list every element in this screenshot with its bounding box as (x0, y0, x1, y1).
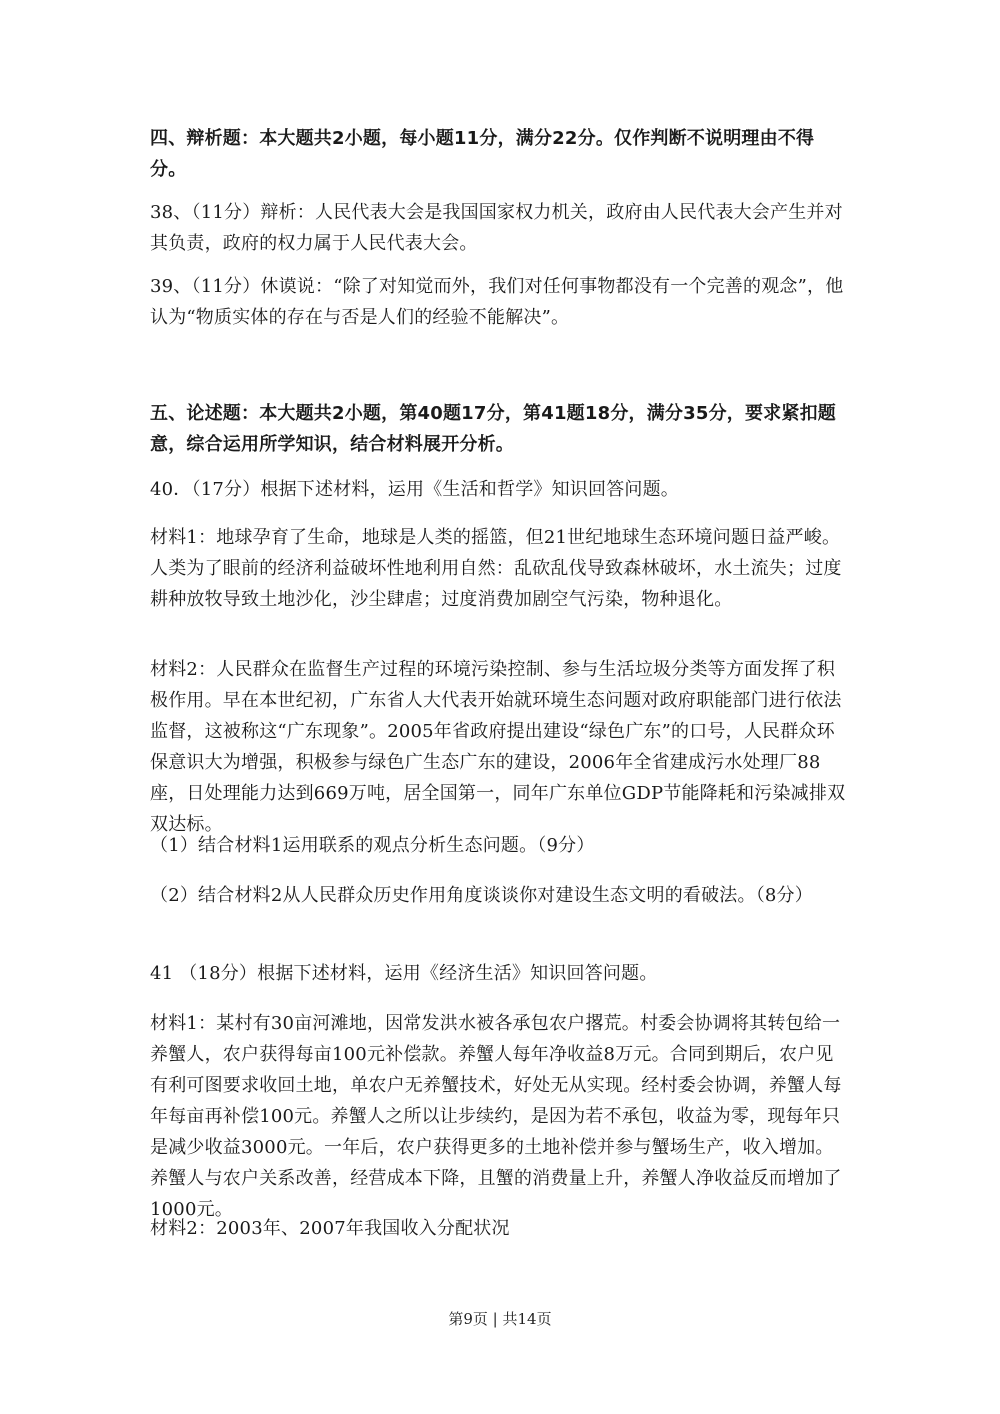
question-38: 38、（11分）辩析：人民代表大会是我国国家权力机关，政府由人民代表大会产生并对其负责，政府的权力属于人民代表大会。 (150, 202, 843, 254)
question-41-material2: 材料2：2003年、2007年我国收入分配状况 (150, 1218, 510, 1239)
question-41-material1: 材料1：某村有30亩河滩地，因常发洪水被各承包农户撂荒。村委会协调将其转包给一养蟹人，农户获得每亩100元补偿款。养蟹人每年净收益8万元。合同到期后，农户见有利可图要求收回土地，单农户无养蟹技术，好处无从实现。经村委会协调，养蟹人每年每亩再补偿100元。养蟹人之所以让步续约，是因为若不承包，收益为零，现每年只是减少收益3000元。一年后，农户获得更多的土地补偿并参与蟹场生产，收入增加。养蟹人与农户关系改善，经营成本下降，且蟹的消费量上升，养蟹人净收益反而增加了1000元。 (150, 1013, 842, 1220)
section4-heading: 四、辩析题：本大题共2小题，每小题11分，满分22分。仅作判断不说明理由不得分。 (150, 128, 815, 180)
question-40-subquestion-1: （1）结合材料1运用联系的观点分析生态问题。（9分） (150, 835, 595, 856)
question-40-subquestion-2: （2）结合材料2从人民群众历史作用角度谈谈你对建设生态文明的看破法。（8分） (150, 885, 813, 906)
question-40-material2: 材料2：人民群众在监督生产过程的环境污染控制、参与生活垃圾分类等方面发挥了积极作用。早在本世纪初，广东省人大代表开始就环境生态问题对政府职能部门进行依法监督，这被称这“广东现象”。2005年省政府提出建设“绿色广东”的口号，人民群众环保意识大为增强，积极参与绿色广生态广东的建设，2006年全省建成污水处理厂88座，日处理能力达到669万吨，居全国第一，同年广东单位GDP节能降耗和污染减排双双达标。 (150, 659, 846, 835)
question-41-intro: 41 （18分）根据下述材料，运用《经济生活》知识回答问题。 (150, 963, 658, 984)
question-40-intro: 40．（17分）根据下述材料，运用《生活和哲学》知识回答问题。 (150, 479, 680, 500)
question-39: 39、（11分）休谟说：“除了对知觉而外，我们对任何事物都没有一个完善的观念”，他认为“物质实体的存在与否是人们的经验不能解决”。 (150, 276, 844, 328)
section5-heading: 五、论述题：本大题共2小题，第40题17分，第41题18分，满分35分，要求紧扣题意，综合运用所学知识，结合材料展开分析。 (150, 403, 836, 455)
question-40-material1: 材料1：地球孕育了生命，地球是人类的摇篮，但21世纪地球生态环境问题日益严峻。人类为了眼前的经济利益破坏性地利用自然：乱砍乱伐导致森林破坏，水土流失；过度耕种放牧导致土地沙化，沙尘肆虐；过度消费加剧空气污染，物种退化。 (150, 527, 842, 610)
page-number: 第9页 | 共14页 (448, 1310, 552, 1328)
